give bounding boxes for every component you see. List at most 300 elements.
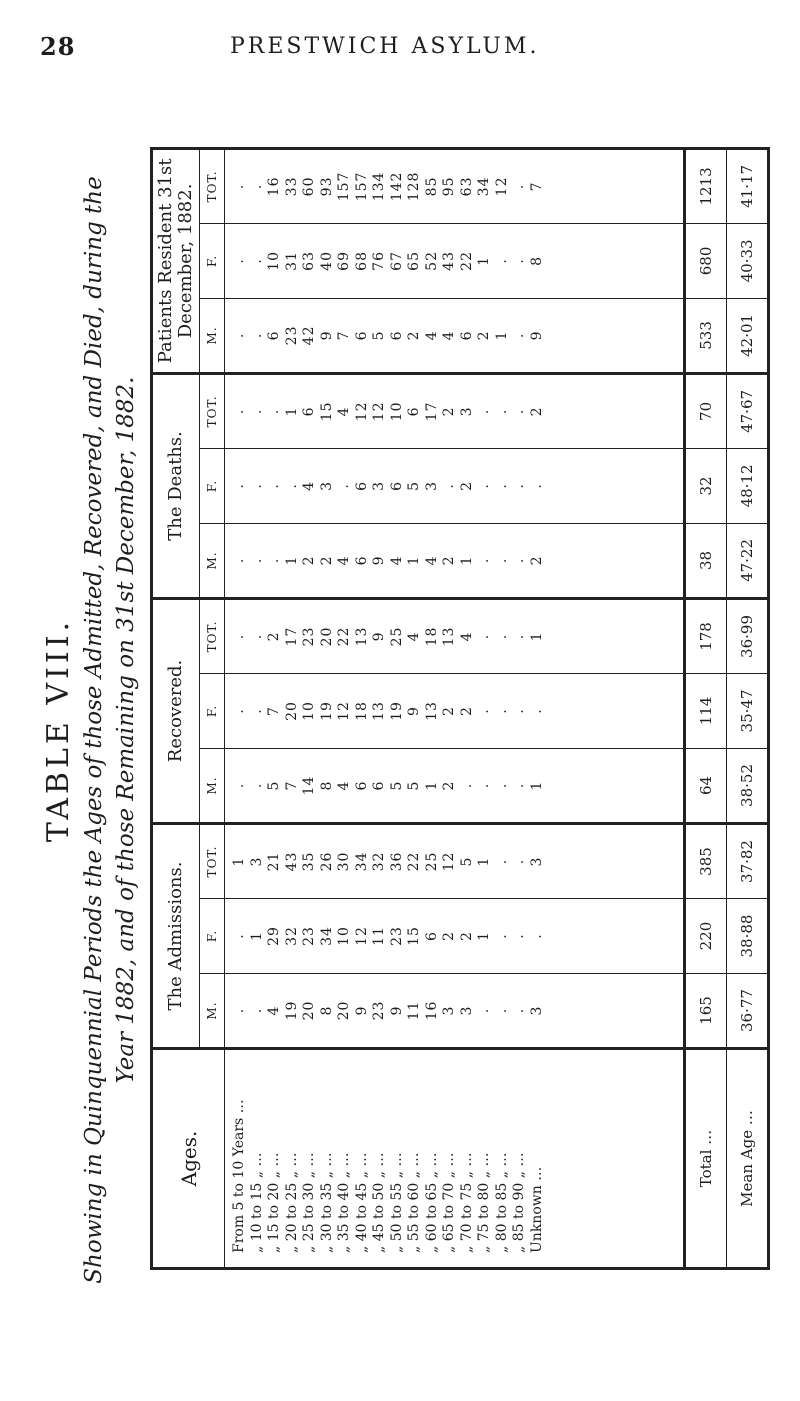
mean-r-m: 42·01 — [727, 298, 769, 373]
total-d-tot: 70 — [685, 373, 727, 448]
table-cell-value: 1 — [528, 780, 545, 791]
table-cell-value: . — [493, 782, 510, 789]
table-cell-value: 95 — [441, 176, 457, 197]
recovered-header: Recovered. — [152, 598, 200, 823]
table-cell-value: 22 — [336, 626, 352, 647]
table-cell-value: 52 — [423, 251, 440, 271]
table-cell-value: . — [248, 258, 265, 264]
table-cell-value: 25 — [423, 851, 440, 872]
table-cell-value: . — [493, 708, 510, 714]
adm-f-header: F. — [200, 899, 225, 974]
adm-m-header: M. — [200, 974, 225, 1049]
table-cell-value: . — [231, 933, 247, 939]
table-cell-value: 157 — [353, 171, 370, 202]
table-cell-value: 19 — [283, 1000, 300, 1021]
caption-line-2: Year 1882, and of those Remaining on 31st December, 1882. — [113, 376, 139, 1084]
table-cell-value: 1 — [476, 931, 492, 941]
table-cell-value: . — [493, 408, 510, 415]
table-cell-value: 34 — [476, 176, 492, 197]
table-cell-value: . — [231, 258, 247, 264]
table-cell-value: 93 — [318, 176, 335, 197]
table-cell-value: . — [231, 408, 247, 415]
table-cell-value: 9 — [528, 330, 545, 341]
table-cell-value: 31 — [283, 251, 300, 271]
table-cell-value: 3 — [528, 1005, 545, 1016]
table-cell-value: . — [511, 633, 527, 640]
rec-tot-header: TOT. — [200, 598, 225, 673]
table-cell-value: . — [511, 933, 527, 939]
table-cell-value: 6 — [388, 480, 405, 491]
table-cell-value: 8 — [318, 780, 335, 791]
table-cell-value: 3 — [458, 406, 475, 417]
table-cell-value: 6 — [266, 330, 282, 341]
mean-age-row — [727, 148, 769, 1268]
table-cell-value: 35 — [301, 851, 317, 872]
table-cell-value: . — [248, 557, 265, 564]
age-range-label: „ 75 to 80 „ … — [476, 1152, 492, 1253]
table-cell-value: 1 — [283, 555, 300, 566]
table-cell-value: 4 — [266, 1005, 282, 1016]
table-cell-value: 63 — [301, 251, 317, 271]
table-cell-value: 5 — [266, 780, 282, 791]
table-cell-value: . — [511, 483, 527, 489]
mean-rec-m: 38·52 — [727, 748, 769, 823]
table-cell-value: 21 — [266, 851, 282, 872]
page-number: 28 — [40, 32, 76, 61]
table-cell-value: . — [493, 933, 510, 939]
table-cell-value: 23 — [388, 926, 405, 946]
age-range-label: „ 30 to 35 „ … — [318, 1152, 335, 1253]
table-cell-value: 2 — [528, 555, 545, 566]
table-cell-value: 3 — [371, 480, 387, 491]
age-range-label: „ 55 to 60 „ … — [406, 1152, 422, 1253]
table-cell-value: 43 — [283, 851, 300, 872]
mean-d-tot: 47·67 — [727, 373, 769, 448]
table-cell-value: . — [493, 483, 510, 489]
table-cell-value: 4 — [336, 555, 352, 566]
table-cell-value: . — [231, 633, 247, 640]
table-cell-value: 9 — [388, 1005, 405, 1016]
table-cell-value: 2 — [458, 931, 475, 941]
table-cell-value: . — [528, 483, 545, 489]
age-range-label: From 5 to 10 Years … — [231, 1099, 247, 1253]
table-cell-value: . — [441, 483, 457, 489]
d-f-header: F. — [200, 448, 225, 523]
table-cell-value: 42 — [301, 325, 317, 346]
adm-m-column — [225, 974, 685, 1049]
table-cell-value: 8 — [318, 1005, 335, 1016]
table-cell-value: . — [248, 183, 265, 190]
table-cell-value: . — [458, 782, 475, 789]
table-cell-value: 17 — [283, 626, 300, 647]
total-adm-m: 165 — [685, 974, 727, 1049]
table-cell-value: . — [248, 332, 265, 339]
table-cell-value: 17 — [423, 401, 440, 422]
table-cell-value: 4 — [388, 555, 405, 566]
table-cell-value: . — [231, 557, 247, 564]
table-cell-value: . — [231, 483, 247, 489]
d-m-column — [225, 523, 685, 598]
table-cell-value: 2 — [476, 330, 492, 341]
mean-r-tot: 41·17 — [727, 148, 769, 223]
table-title: TABLE VIII. — [41, 617, 76, 843]
total-adm-tot: 385 — [685, 823, 727, 898]
mean-d-f: 48·12 — [727, 448, 769, 523]
table-cell-value: 19 — [388, 701, 405, 721]
table-cell-value: 1 — [458, 555, 475, 566]
running-head: PRESTWICH ASYLUM. — [230, 34, 540, 59]
table-cell-value: 76 — [371, 251, 387, 271]
table-cell-value: 4 — [406, 631, 422, 642]
table-cell-value: 13 — [371, 701, 387, 721]
table-cell-value: 33 — [283, 176, 300, 197]
r-tot-column — [225, 148, 685, 223]
age-range-label: „ 35 to 40 „ … — [336, 1152, 352, 1253]
admissions-header: The Admissions. — [152, 823, 200, 1048]
mean-rec-f: 35·47 — [727, 673, 769, 748]
table-cell-value: 2 — [441, 406, 457, 417]
d-f-column — [225, 448, 685, 523]
table-cell-value: 4 — [336, 780, 352, 791]
table-cell-value: 65 — [406, 251, 422, 271]
table-cell-value: 67 — [388, 251, 405, 271]
table-cell-value: 40 — [318, 251, 335, 271]
adm-f-column — [225, 899, 685, 974]
table-cell-value: 9 — [371, 555, 387, 566]
age-range-label: „ 15 to 20 „ … — [266, 1152, 282, 1253]
table-cell-value: 4 — [441, 330, 457, 341]
table-cell-value: . — [476, 557, 492, 564]
table-cell-value: 69 — [336, 251, 352, 271]
table-cell-value: . — [511, 258, 527, 264]
table-cell-value: 12 — [371, 401, 387, 422]
adm-tot-column — [225, 823, 685, 898]
table-cell-value: 6 — [458, 330, 475, 341]
table-cell-value: 6 — [353, 480, 370, 491]
table-cell-value: 16 — [423, 1000, 440, 1021]
table-cell-value: 4 — [336, 406, 352, 417]
table-cell-value: 18 — [353, 701, 370, 721]
table-cell-value: 2 — [441, 780, 457, 791]
age-range-label: „ 70 to 75 „ … — [458, 1152, 475, 1253]
table-cell-value: . — [511, 782, 527, 789]
table-cell-value: 23 — [371, 1000, 387, 1021]
table-cell-value: 9 — [318, 330, 335, 341]
d-tot-column — [225, 373, 685, 448]
table-cell-value: 68 — [353, 251, 370, 271]
mean-label: Mean Age … — [727, 1049, 769, 1269]
table-cell-value: 1 — [248, 931, 265, 941]
rec-m-column — [225, 748, 685, 823]
table-cell-value: 8 — [528, 255, 545, 266]
ages-table-wrapper — [150, 150, 770, 1270]
table-cell-value: 1 — [528, 631, 545, 642]
table-cell-value: 7 — [528, 181, 545, 192]
ages-table — [150, 147, 770, 1270]
table-cell-value: 22 — [406, 851, 422, 872]
table-cell-value: . — [511, 557, 527, 564]
table-cell-value: 60 — [301, 176, 317, 197]
age-range-label: „ 80 to 85 „ … — [493, 1152, 510, 1253]
table-cell-value: 2 — [458, 480, 475, 491]
table-cell-value: . — [493, 633, 510, 640]
age-range-label: Unknown … — [528, 1166, 545, 1253]
table-caption — [40, 175, 160, 1285]
table-cell-value: 20 — [336, 1000, 352, 1021]
table-cell-value: 6 — [353, 780, 370, 791]
caption-line-1: Showing in Quinquennial Periods the Ages of those Admitted, Recovered, and Died, during the — [81, 176, 107, 1284]
table-cell-value: 32 — [283, 926, 300, 946]
table-cell-value: . — [266, 557, 282, 564]
table-cell-value: 20 — [318, 626, 335, 647]
table-cell-value: 23 — [301, 626, 317, 647]
table-cell-value: 1 — [476, 856, 492, 867]
table-cell-value: . — [511, 708, 527, 714]
table-cell-value: 6 — [301, 406, 317, 417]
table-cell-value: 134 — [371, 171, 387, 202]
table-cell-value: 85 — [423, 176, 440, 197]
table-cell-value: . — [476, 1007, 492, 1014]
table-cell-value: 3 — [423, 480, 440, 491]
r-m-column — [225, 298, 685, 373]
table-cell-value: 7 — [336, 330, 352, 341]
table-cell-value: 1 — [476, 255, 492, 266]
table-cell-value: 12 — [353, 401, 370, 422]
table-cell-value: 32 — [371, 851, 387, 872]
total-r-tot: 1213 — [685, 148, 727, 223]
r-f-column — [225, 223, 685, 298]
table-cell-value: . — [266, 483, 282, 489]
d-tot-header: TOT. — [200, 373, 225, 448]
table-cell-value: . — [231, 782, 247, 789]
table-cell-value: 2 — [441, 706, 457, 716]
table-cell-value: 2 — [458, 706, 475, 716]
table-cell-value: 4 — [423, 330, 440, 341]
table-cell-value: 36 — [388, 851, 405, 872]
table-cell-value: . — [266, 408, 282, 415]
table-cell-value: 16 — [266, 176, 282, 197]
table-cell-value: 9 — [353, 1005, 370, 1016]
table-cell-value: 157 — [336, 171, 352, 202]
table-cell-value: . — [231, 183, 247, 190]
age-range-label: „ 65 to 70 „ … — [441, 1152, 457, 1253]
table-cell-value: 15 — [318, 401, 335, 422]
table-cell-value: 34 — [353, 851, 370, 872]
table-cell-value: 15 — [406, 926, 422, 946]
table-cell-value: 29 — [266, 926, 282, 946]
table-cell-value: . — [528, 708, 545, 714]
table-cell-value: . — [476, 633, 492, 640]
table-cell-value: 12 — [441, 851, 457, 872]
table-cell-value: 3 — [441, 1005, 457, 1016]
table-cell-value: 3 — [528, 856, 545, 867]
table-cell-value: 6 — [371, 780, 387, 791]
table-cell-value: . — [283, 483, 300, 489]
table-cell-value: 9 — [406, 706, 422, 716]
table-cell-value: . — [476, 708, 492, 714]
age-range-label: „ 85 to 90 „ … — [511, 1152, 527, 1253]
table-cell-value: 5 — [406, 780, 422, 791]
mean-adm-f: 38·88 — [727, 899, 769, 974]
table-cell-value: 10 — [266, 251, 282, 271]
table-cell-value: 20 — [301, 1000, 317, 1021]
table-cell-value: . — [493, 1007, 510, 1014]
table-cell-value: 13 — [353, 626, 370, 647]
total-r-m: 533 — [685, 298, 727, 373]
table-cell-value: 1 — [423, 780, 440, 791]
table-cell-value: . — [248, 483, 265, 489]
table-cell-value: 9 — [371, 631, 387, 642]
table-cell-value: 14 — [301, 775, 317, 796]
table-cell-value: 25 — [388, 626, 405, 647]
table-cell-value: 23 — [301, 926, 317, 946]
table-cell-value: . — [511, 1007, 527, 1014]
total-adm-f: 220 — [685, 899, 727, 974]
total-rec-m: 64 — [685, 748, 727, 823]
table-cell-value: 4 — [423, 555, 440, 566]
table-cell-value: 43 — [441, 251, 457, 271]
table-cell-value: 12 — [493, 176, 510, 197]
table-cell-value: 3 — [458, 1005, 475, 1016]
table-cell-value: 5 — [406, 480, 422, 491]
total-rec-tot: 178 — [685, 598, 727, 673]
table-cell-value: . — [231, 332, 247, 339]
table-cell-value: 3 — [318, 480, 335, 491]
table-cell-value: 1 — [231, 856, 247, 867]
total-d-m: 38 — [685, 523, 727, 598]
table-cell-value: 1 — [406, 555, 422, 566]
rec-m-header: M. — [200, 748, 225, 823]
total-label: Total … — [685, 1049, 727, 1269]
deaths-header: The Deaths. — [152, 373, 200, 598]
table-cell-value: 10 — [388, 401, 405, 422]
table-cell-value: 2 — [301, 555, 317, 566]
age-data-row — [225, 148, 685, 1268]
table-cell-value: 4 — [458, 631, 475, 642]
table-cell-value: . — [511, 183, 527, 190]
age-range-label: „ 50 to 55 „ … — [388, 1152, 405, 1253]
table-cell-value: 5 — [388, 780, 405, 791]
mean-rec-tot: 36·99 — [727, 598, 769, 673]
total-rec-f: 114 — [685, 673, 727, 748]
table-cell-value: 34 — [318, 926, 335, 946]
table-cell-value: 22 — [458, 251, 475, 271]
table-cell-value: . — [493, 258, 510, 264]
mean-r-f: 40·33 — [727, 223, 769, 298]
rec-f-column — [225, 673, 685, 748]
table-cell-value: 6 — [406, 406, 422, 417]
table-cell-value: . — [493, 557, 510, 564]
table-cell-value: 6 — [353, 555, 370, 566]
table-cell-value: 6 — [423, 931, 440, 941]
total-row — [685, 148, 727, 1268]
table-cell-value: 11 — [406, 1000, 422, 1021]
table-cell-value: . — [248, 708, 265, 714]
age-range-label: „ 40 to 45 „ … — [353, 1152, 370, 1253]
table-cell-value: . — [476, 408, 492, 415]
d-m-header: M. — [200, 523, 225, 598]
table-cell-value: 6 — [353, 330, 370, 341]
table-cell-value: 7 — [266, 706, 282, 716]
table-cell-value: 13 — [441, 626, 457, 647]
total-r-f: 680 — [685, 223, 727, 298]
table-cell-value: 20 — [283, 701, 300, 721]
table-cell-value: 5 — [371, 330, 387, 341]
table-cell-value: 2 — [441, 555, 457, 566]
table-cell-value: 5 — [458, 856, 475, 867]
r-m-header: M. — [200, 298, 225, 373]
table-cell-value: 2 — [266, 631, 282, 642]
total-d-f: 32 — [685, 448, 727, 523]
table-cell-value: 128 — [406, 171, 422, 202]
table-cell-value: . — [493, 858, 510, 865]
adm-tot-header: TOT. — [200, 823, 225, 898]
table-cell-value: . — [231, 1007, 247, 1014]
ages-header: Ages. — [152, 1049, 225, 1269]
age-range-label: „ 10 to 15 „ … — [248, 1152, 265, 1253]
table-cell-value: . — [511, 408, 527, 415]
r-f-header: F. — [200, 223, 225, 298]
table-cell-value: . — [476, 483, 492, 489]
table-cell-value: 1 — [283, 406, 300, 417]
table-cell-value: 10 — [336, 926, 352, 946]
table-cell-value: 2 — [318, 555, 335, 566]
table-cell-value: . — [248, 1007, 265, 1014]
table-cell-value: . — [248, 782, 265, 789]
age-range-label: „ 25 to 30 „ … — [301, 1152, 317, 1253]
table-cell-value: . — [511, 332, 527, 339]
table-cell-value: 12 — [336, 701, 352, 721]
table-cell-value: 10 — [301, 701, 317, 721]
rec-tot-column — [225, 598, 685, 673]
mean-adm-m: 36·77 — [727, 974, 769, 1049]
age-range-label: „ 20 to 25 „ … — [283, 1152, 300, 1253]
table-cell-value: 23 — [283, 325, 300, 346]
table-cell-value: . — [231, 708, 247, 714]
table-cell-value: . — [476, 782, 492, 789]
table-cell-value: . — [248, 633, 265, 640]
age-range-label: „ 45 to 50 „ … — [371, 1152, 387, 1253]
table-cell-value: 7 — [283, 780, 300, 791]
table-cell-value: 26 — [318, 851, 335, 872]
age-range-label: „ 60 to 65 „ … — [423, 1152, 440, 1253]
table-cell-value: 1 — [493, 330, 510, 341]
mean-adm-tot: 37·82 — [727, 823, 769, 898]
mean-d-m: 47·22 — [727, 523, 769, 598]
r-tot-header: TOT. — [200, 148, 225, 223]
table-cell-value: 2 — [406, 330, 422, 341]
table-cell-value: . — [248, 408, 265, 415]
table-cell-value: . — [528, 933, 545, 939]
table-cell-value: 30 — [336, 851, 352, 872]
table-cell-value: 11 — [371, 926, 387, 946]
table-cell-value: . — [511, 858, 527, 865]
table-cell-value: 4 — [301, 480, 317, 491]
table-cell-value: . — [336, 483, 352, 489]
residents-header: Patients Resident 31st December, 1882. — [152, 148, 200, 373]
table-cell-value: 3 — [248, 856, 265, 867]
table-cell-value: 18 — [423, 626, 440, 647]
table-cell-value: 63 — [458, 176, 475, 197]
table-cell-value: 13 — [423, 701, 440, 721]
table-cell-value: 6 — [388, 330, 405, 341]
table-cell-value: 19 — [318, 701, 335, 721]
age-ranges-column — [225, 1049, 685, 1269]
table-cell-value: 142 — [388, 171, 405, 202]
table-cell-value: 12 — [353, 926, 370, 946]
table-cell-value: 2 — [441, 931, 457, 941]
rec-f-header: F. — [200, 673, 225, 748]
